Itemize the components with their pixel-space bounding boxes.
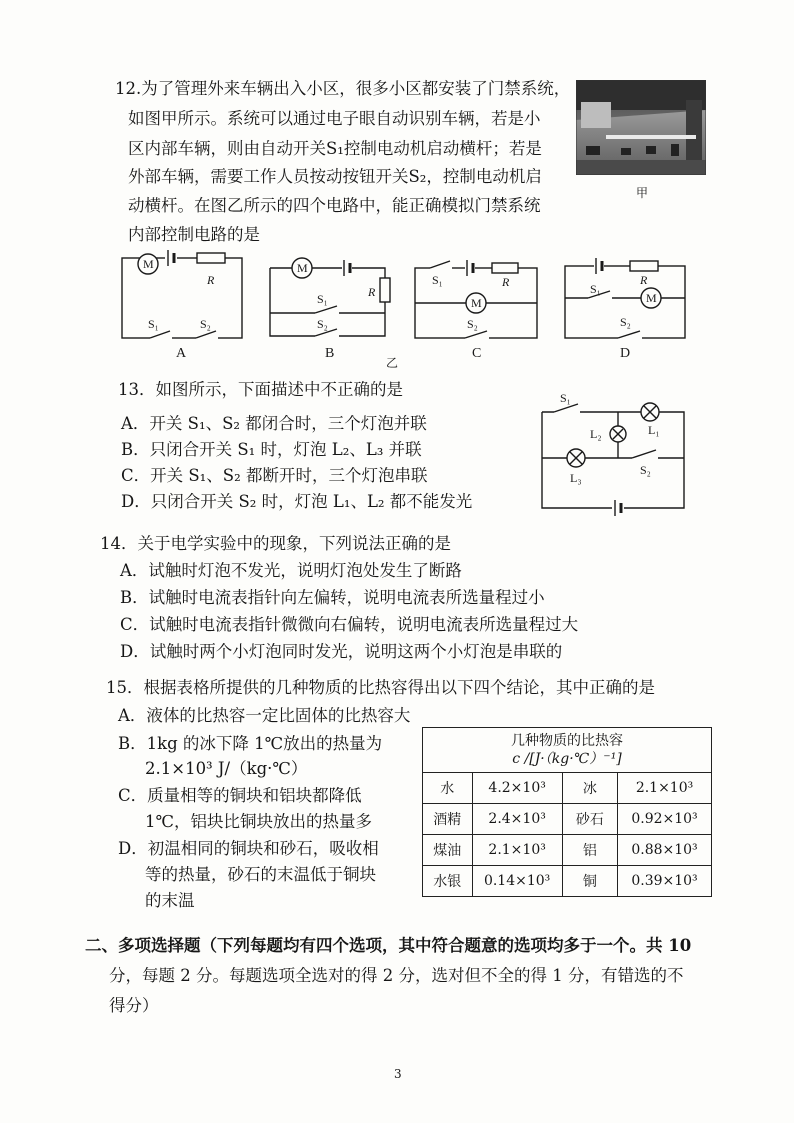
s2-label: S₂: [200, 317, 211, 331]
motor-label: M: [297, 261, 308, 275]
q12-line: 如图甲所示。系统可以通过电子眼自动识别车辆，若是小: [128, 109, 541, 128]
table-cell: 煤油: [423, 835, 473, 866]
l1-label: L₁: [648, 423, 660, 437]
q14-option-a[interactable]: A．试触时灯泡不发光，说明灯泡处发生了断路: [120, 561, 462, 580]
table-cell: 0.92×10³: [618, 804, 712, 835]
table-cell: 酒精: [423, 804, 473, 835]
q14-option-b[interactable]: B．试触时电流表指针向左偏转，说明电流表所选量程过小: [120, 588, 545, 607]
photo-label: 甲: [636, 186, 649, 200]
table-cell: 砂石: [562, 804, 617, 835]
q14-stem: 14．关于电学实验中的现象，下列说法正确的是: [100, 534, 451, 553]
table-cell: 0.14×10³: [472, 866, 562, 897]
q15-option-b-cont: 2.1×10³ J/（kg·℃）: [145, 759, 308, 778]
option-b-label: B: [325, 346, 335, 361]
q15-option-b[interactable]: B．1kg 的冰下降 1℃放出的热量为: [118, 734, 383, 753]
q12-line: 动横杆。在图乙所示的四个电路中，能正确模拟门禁系统: [128, 196, 541, 215]
s1-label: S₁: [432, 273, 443, 287]
option-d-label: D: [620, 346, 631, 361]
figure-label: 乙: [386, 356, 399, 368]
s1-label: S₁: [590, 282, 601, 296]
table-cell: 铝: [562, 835, 617, 866]
table-cell: 水银: [423, 866, 473, 897]
table-row: [423, 835, 712, 866]
page-number: 3: [394, 1067, 402, 1081]
option-c-label: C: [472, 346, 482, 361]
table-cell: 0.88×10³: [618, 835, 712, 866]
table-cell: 2.4×10³: [472, 804, 562, 835]
motor-label: M: [646, 291, 657, 305]
section2-line: 得分）: [109, 996, 159, 1015]
q12-line: 区内部车辆，则由自动开关S₁控制电动机启动横杆；若是: [128, 139, 542, 158]
table-cell: 水: [423, 773, 473, 804]
q12-line: 外部车辆，需要工作人员按动按钮开关S₂，控制电动机启: [128, 167, 542, 186]
resistor-label: R: [502, 275, 510, 289]
motor-label: M: [471, 296, 482, 310]
q13-option-a[interactable]: A．开关 S₁、S₂ 都闭合时，三个灯泡并联: [121, 414, 427, 433]
q13-option-b[interactable]: B．只闭合开关 S₁ 时，灯泡 L₂、L₃ 并联: [121, 440, 422, 459]
s2-label: S₂: [620, 315, 631, 329]
q15-option-c-cont: 1℃，铝块比铜块放出的热量多: [145, 812, 372, 831]
motor-label: M: [143, 257, 154, 271]
table-cell: 2.1×10³: [618, 773, 712, 804]
table-cell: 2.1×10³: [472, 835, 562, 866]
l2-label: L₂: [590, 427, 602, 441]
table-cell: 冰: [562, 773, 617, 804]
s1-label: S₁: [317, 292, 328, 306]
q15-option-d-cont2: 的末温: [145, 891, 195, 910]
q14-option-c[interactable]: C．试触时电流表指针微微向右偏转，说明电流表所选量程过大: [120, 615, 579, 634]
q13-stem: 13．如图所示，下面描述中不正确的是: [118, 380, 403, 399]
q14-option-d[interactable]: D．试触时两个小灯泡同时发光，说明这两个小灯泡是串联的: [120, 642, 563, 661]
gate-photo: [576, 80, 706, 175]
resistor-label: R: [207, 273, 215, 287]
q15-option-d-cont: 等的热量，砂石的末温低于铜块: [145, 865, 376, 884]
resistor-label: R: [368, 285, 376, 299]
q15-option-d[interactable]: D．初温相同的铜块和砂石，吸收相: [118, 839, 379, 858]
q15-option-c[interactable]: C．质量相等的铜块和铝块都降低: [118, 786, 362, 805]
q13-circuit: [532, 388, 692, 518]
q13-option-d[interactable]: D．只闭合开关 S₂ 时，灯泡 L₁、L₂ 都不能发光: [121, 492, 473, 511]
table-row: [423, 804, 712, 835]
table-cell: 4.2×10³: [472, 773, 562, 804]
table-row: [423, 866, 712, 897]
section2-line: 二、多项选择题（下列每题均有四个选项，其中符合题意的选项均多于一个。共 10: [85, 936, 692, 955]
q13-option-c[interactable]: C．开关 S₁、S₂ 都断开时，三个灯泡串联: [121, 466, 428, 485]
resistor-label: R: [640, 273, 648, 287]
table-cell: 铜: [562, 866, 617, 897]
s2-label: S₂: [317, 317, 328, 331]
option-a-label: A: [176, 346, 187, 361]
table-unit: c /[J·（kg·℃）⁻¹]: [512, 751, 622, 767]
s1-label: S₁: [148, 317, 159, 331]
s2-label: S₂: [640, 463, 651, 477]
q12-line: 12.为了管理外来车辆出入小区，很多小区都安装了门禁系统，: [115, 79, 571, 98]
q12-line: 内部控制电路的是: [128, 225, 260, 244]
section2-line: 分，每题 2 分。每题选项全选对的得 2 分，选对但不全的得 1 分，有错选的不: [109, 966, 684, 985]
specific-heat-table: [422, 727, 712, 897]
l3-label: L₃: [570, 471, 582, 485]
table-cell: 0.39×10³: [618, 866, 712, 897]
q12-circuits: [110, 248, 710, 368]
table-header: [423, 728, 712, 773]
q15-stem: 15．根据表格所提供的几种物质的比热容得出以下四个结论，其中正确的是: [106, 678, 655, 697]
s1-label: S₁: [560, 391, 571, 405]
table-row: [423, 773, 712, 804]
table-title: 几种物质的比热容: [511, 733, 623, 749]
s2-label: S₂: [467, 317, 478, 331]
q15-option-a[interactable]: A．液体的比热容一定比固体的比热容大: [118, 706, 411, 725]
